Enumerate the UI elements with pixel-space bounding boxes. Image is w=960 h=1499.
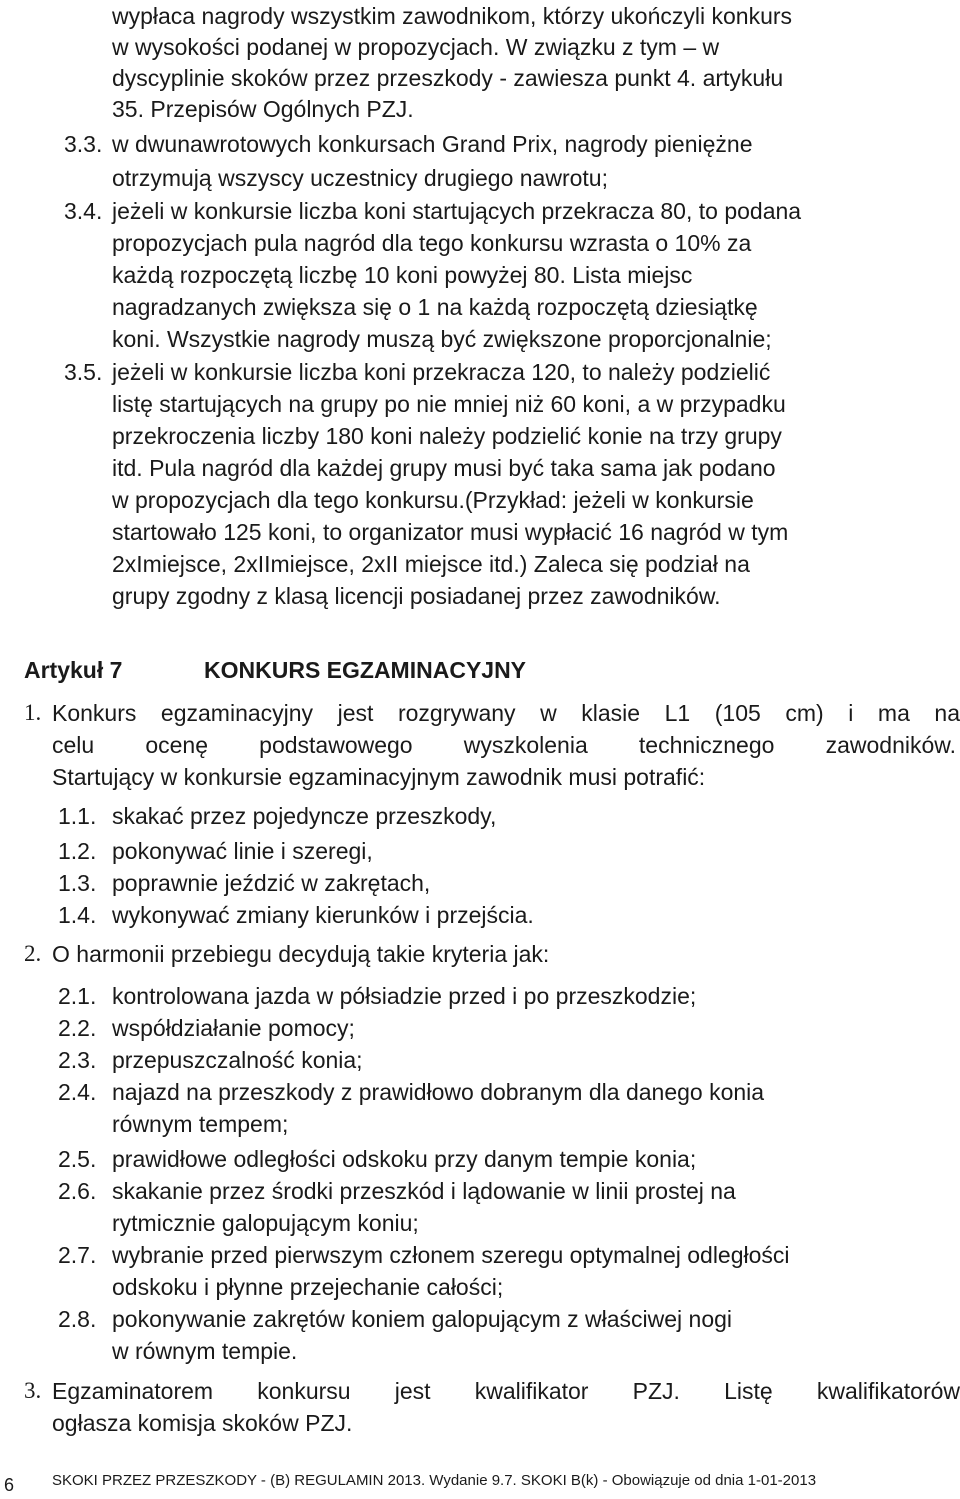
item-number: 3.4.	[64, 198, 103, 224]
paragraph-line: itd. Pula nagród dla każdej grupy musi być taka sama jak podano	[112, 455, 776, 481]
section-number: 1.	[24, 700, 42, 725]
section-number: 3.	[24, 1378, 42, 1403]
paragraph-line: koni. Wszystkie nagrody muszą być zwiększone proporcjonalnie;	[112, 326, 772, 352]
paragraph-line: każdą rozpoczętą liczbę 10 koni powyżej 80. Lista miejsc	[112, 262, 693, 288]
item-number: 2.4.	[58, 1079, 97, 1105]
paragraph-line: startowało 125 koni, to organizator musi wypłacić 16 nagród w tym	[112, 519, 789, 545]
list-item: wykonywać zmiany kierunków i przejścia.	[112, 902, 534, 928]
list-item: kontrolowana jazda w półsiadzie przed i po przeszkodzie;	[112, 983, 697, 1009]
paragraph-line: Konkurs egzaminacyjny jest rozgrywany w klasie L1 (105 cm) i ma na	[52, 700, 960, 726]
article-title: KONKURS EGZAMINACYJNY	[204, 657, 527, 683]
paragraph-line: przekroczenia liczby 180 koni należy podzielić konie na trzy grupy	[112, 423, 782, 449]
item-number: 2.7.	[58, 1242, 97, 1268]
paragraph-line: dyscyplinie skoków przez przeszkody - zawiesza punkt 4. artykułu	[112, 65, 784, 91]
list-item: przepuszczalność konia;	[112, 1047, 363, 1073]
item-number: 1.1.	[58, 803, 97, 829]
paragraph-line: listę startujących na grupy po nie mniej niż 60 koni, a w przypadku	[112, 391, 786, 417]
item-number: 3.5.	[64, 359, 103, 385]
paragraph-line: Egzaminatorem konkursu jest kwalifikator PZJ. Listę kwalifikatorów	[52, 1378, 960, 1404]
item-number: 2.2.	[58, 1015, 97, 1041]
item-number: 2.8.	[58, 1306, 97, 1332]
paragraph-line: 35. Przepisów Ogólnych PZJ.	[112, 96, 414, 122]
list-item: najazd na przeszkody z prawidłowo dobranym dla danego konia	[112, 1079, 765, 1105]
paragraph-line: wypłaca nagrody wszystkim zawodnikom, którzy ukończyli konkurs	[112, 3, 793, 29]
paragraph-line: jeżeli w konkursie liczba koni przekracza 120, to należy podzielić	[112, 359, 771, 385]
paragraph-line: nagradzanych zwiększa się o 1 na każdą rozpoczętą dziesiątkę	[112, 294, 758, 320]
list-item: współdziałanie pomocy;	[112, 1015, 355, 1041]
paragraph-line: jeżeli w konkursie liczba koni startujących przekracza 80, to podana	[112, 198, 802, 224]
paragraph-line: celu ocenę podstawowego wyszkolenia technicznego zawodników.	[52, 732, 956, 758]
list-item-continued: równym tempem;	[112, 1111, 289, 1137]
item-number: 2.1.	[58, 983, 97, 1009]
paragraph-line: w dwunawrotowych konkursach Grand Prix, nagrody pieniężne	[112, 131, 753, 157]
list-item-continued: rytmicznie galopującym koniu;	[112, 1210, 419, 1236]
paragraph-line: 2xImiejsce, 2xIImiejsce, 2xII miejsce itd.) Zaleca się podział na	[112, 551, 750, 577]
item-number: 1.2.	[58, 838, 97, 864]
list-item: skakać przez pojedyncze przeszkody,	[112, 803, 497, 829]
paragraph-line: grupy zgodny z klasą licencji posiadanej przez zawodników.	[112, 583, 721, 609]
article-label: Artykuł 7	[24, 657, 123, 683]
item-number: 2.6.	[58, 1178, 97, 1204]
item-number: 3.3.	[64, 131, 103, 157]
paragraph-line: w propozycjach dla tego konkursu.(Przykład: jeżeli w konkursie	[112, 487, 754, 513]
paragraph-line: otrzymują wszyscy uczestnicy drugiego nawrotu;	[112, 165, 608, 191]
section-number: 2.	[24, 941, 42, 966]
item-number: 1.4.	[58, 902, 97, 928]
list-item-continued: w równym tempie.	[112, 1338, 298, 1364]
page-number: 6	[4, 1475, 15, 1495]
item-number: 2.5.	[58, 1146, 97, 1172]
item-number: 1.3.	[58, 870, 97, 896]
list-item: skakanie przez środki przeszkód i lądowanie w linii prostej na	[112, 1178, 736, 1204]
paragraph-line: propozycjach pula nagród dla tego konkursu wzrasta o 10% za	[112, 230, 752, 256]
item-number: 2.3.	[58, 1047, 97, 1073]
list-item: wybranie przed pierwszym członem szeregu optymalnej odległości	[112, 1242, 790, 1268]
list-item: pokonywać linie i szeregi,	[112, 838, 373, 864]
paragraph-line: w wysokości podanej w propozycjach. W związku z tym – w	[112, 34, 720, 60]
list-item: prawidłowe odległości odskoku przy danym tempie konia;	[112, 1146, 697, 1172]
list-item: pokonywanie zakrętów koniem galopującym z właściwej nogi	[112, 1306, 733, 1332]
list-item-continued: odskoku i płynne przejechanie całości;	[112, 1274, 504, 1300]
paragraph-line: Startujący w konkursie egzaminacyjnym zawodnik musi potrafić:	[52, 764, 706, 790]
list-item: poprawnie jeździć w zakrętach,	[112, 870, 431, 896]
paragraph-line: O harmonii przebiegu decydują takie kryteria jak:	[52, 941, 550, 967]
footer-text: SKOKI PRZEZ PRZESZKODY - (B) REGULAMIN 2013. Wydanie 9.7. SKOKI B(k) - Obowiązuje od dnia 1-01-2013	[52, 1472, 817, 1489]
paragraph-line: ogłasza komisja skoków PZJ.	[52, 1410, 353, 1436]
